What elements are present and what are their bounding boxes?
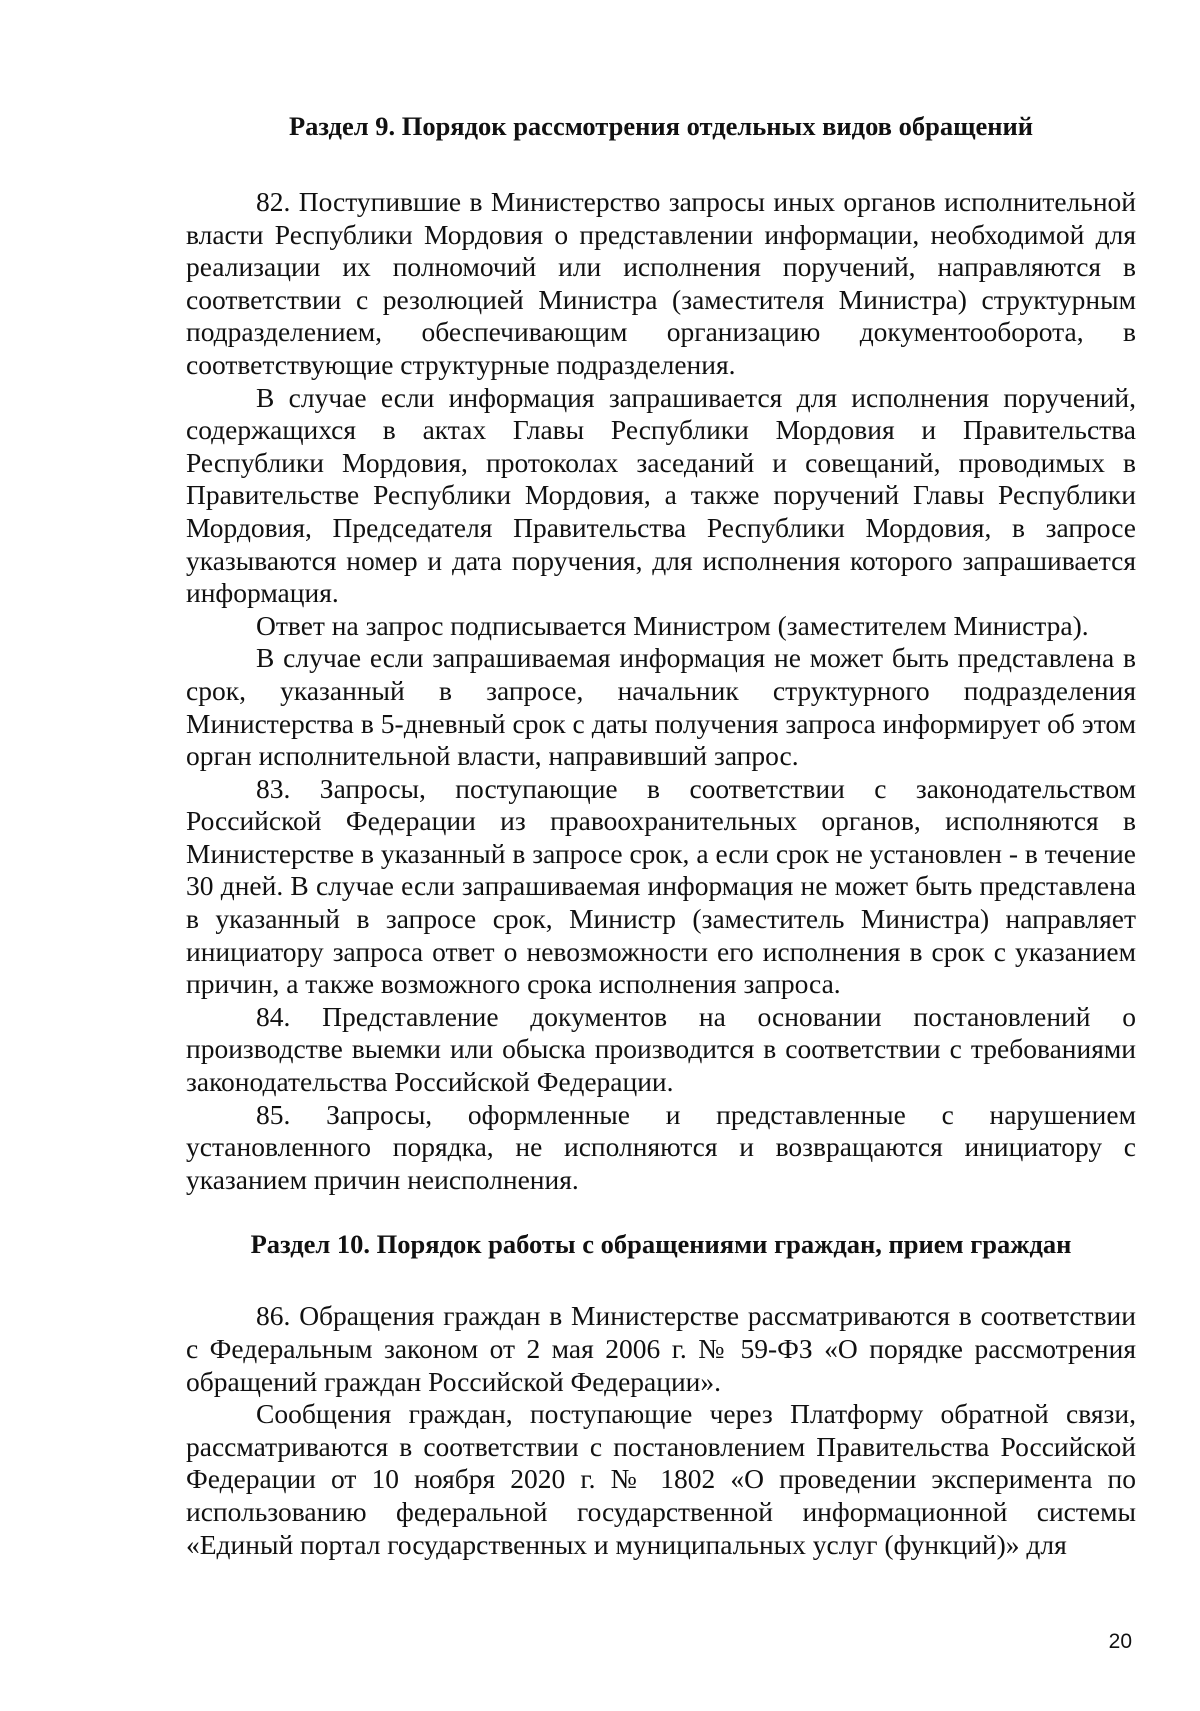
section-10-heading: Раздел 10. Порядок работы с обращениями граждан, прием граждан <box>250 1229 1072 1260</box>
paragraph-85: 85. Запросы, оформленные и представленные с нарушением установленного порядка, не исполняются и возвращаются инициатору с указанием причин неисполнения. <box>186 1098 1136 1195</box>
section-9-heading: Раздел 9. Порядок рассмотрения отдельных видов обращений <box>288 111 1034 141</box>
paragraph-82: 82. Поступившие в Министерство запросы иных органов исполнительной власти Республики Мордовия о представлении информации, необходимой для реализации их полномочий или исполнения поручений, направляются в соответствии с резолюцией Министра (заместителя Министра) структурным подразделением, обеспечивающим организацию документооборота, в соответствующие структурные подразделения. <box>186 186 1136 380</box>
paragraph-84: 84. Представление документов на основании постановлений о производстве выемки или обыска производится в соответствии с требованиями законодательства Российской Федерации. <box>186 1000 1136 1098</box>
paragraph-82-deadline: В случае если запрашиваемая информация не может быть представлена в срок, указанный в запросе, начальник структурного подразделения Министерства в 5-дневный срок с даты получения запроса информирует об этом орган исполнительной власти, направивший запрос. <box>186 642 1136 772</box>
paragraph-86: 86. Обращения граждан в Министерстве рассматриваются в соответствии с Федеральным законом от 2 мая 2006 г. № 59-ФЗ «О порядке рассмотрения обращений граждан Российской Федерации». <box>186 1300 1136 1397</box>
paragraph-83: 83. Запросы, поступающие в соответствии с законодательством Российской Федерации из правоохранительных органов, исполняются в Министерстве в указанный в запросе срок, а если срок не установлен - в течение 30 дней. В случае если запрашиваемая информация не может быть представлена в указанный в запросе срок, Министр (заместитель Министра) направляет инициатору запроса ответ о невозможности его исполнения в срок с указанием причин, а также возможного срока исполнения запроса. <box>186 772 1136 1000</box>
paragraph-82-instructions: В случае если информация запрашивается для исполнения поручений, содержащихся в актах Главы Республики Мордовия и Правительства Республики Мордовия, протоколах заседаний и совещаний, проводимых в Правительстве Республики Мордовия, а также поручений Главы Республики Мордовия, Председателя Правительства Республики Мордовия, в запросе указываются номер и дата поручения, для исполнения которого запрашивается информация. <box>186 381 1136 609</box>
page-number: 20 <box>1108 1630 1132 1653</box>
paragraph-82-signature: Ответ на запрос подписывается Министром (заместителем Министра). <box>256 609 1089 641</box>
paragraph-86-feedback-platform: Сообщения граждан, поступающие через Платформу обратной связи, рассматриваются в соответствии с постановлением Правительства Российской Федерации от 10 ноября 2020 г. № 1802 «О проведении эксперимента по использованию федеральной государственной информационной системы «Единый портал государственных и муниципальных услуг (функций)» для <box>186 1398 1136 1560</box>
page-content <box>186 110 1136 1561</box>
